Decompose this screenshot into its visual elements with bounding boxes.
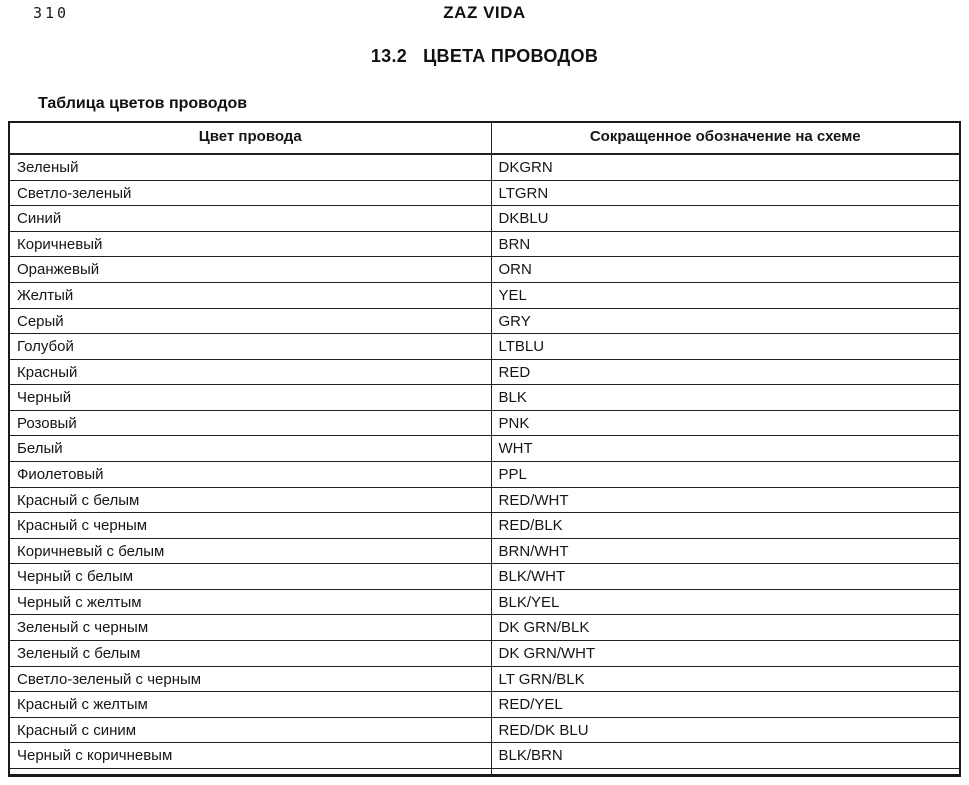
table-row [9, 257, 960, 283]
section-title: ЦВЕТА ПРОВОДОВ [423, 46, 599, 66]
abbreviation-cell: RED/DK BLU [491, 717, 960, 743]
color-name-cell: Красный с белым [9, 487, 491, 513]
table-row [9, 206, 960, 232]
table-row [9, 231, 960, 257]
abbreviation-cell: RED/BLK [491, 513, 960, 539]
abbreviation-cell: LTBLU [491, 334, 960, 360]
page-number: 310 [33, 4, 70, 22]
color-name-cell: Синий [9, 206, 491, 232]
color-name-cell: Черный с белым [9, 564, 491, 590]
color-name-cell: Серый [9, 308, 491, 334]
table-row [9, 513, 960, 539]
color-name-cell: Зеленый с белым [9, 641, 491, 667]
abbreviation-cell: RED/YEL [491, 692, 960, 718]
table-row [9, 359, 960, 385]
section-heading [0, 46, 969, 67]
abbreviation-cell: DK GRN/WHT [491, 641, 960, 667]
color-name-cell: Красный с желтым [9, 692, 491, 718]
table-header-row [9, 122, 960, 154]
abbreviation-cell: BLK [491, 385, 960, 411]
table-row [9, 385, 960, 411]
table-row [9, 717, 960, 743]
table-row [9, 410, 960, 436]
table-caption: Таблица цветов проводов [38, 95, 248, 112]
abbreviation-cell: BRN/WHT [491, 538, 960, 564]
wire-colors-table [8, 121, 961, 777]
abbreviation-cell: RED/WHT [491, 487, 960, 513]
abbreviation-cell: DK GRN/BLK [491, 615, 960, 641]
header-cell-abbreviation: Сокращенное обозначение на схеме [491, 122, 960, 154]
abbreviation-cell: BLK/WHT [491, 564, 960, 590]
table-row [9, 334, 960, 360]
color-name-cell: Светло-зеленый [9, 180, 491, 206]
table-row [9, 615, 960, 641]
table-row [9, 461, 960, 487]
color-name-cell: Желтый [9, 282, 491, 308]
header-cell-color: Цвет провода [9, 122, 491, 154]
color-name-cell: Голубой [9, 334, 491, 360]
wire-colors-table-body [9, 154, 960, 769]
table-row [9, 154, 960, 180]
abbreviation-cell: DKBLU [491, 206, 960, 232]
color-name-cell: Коричневый [9, 231, 491, 257]
document-title: ZAZ VIDA [443, 3, 526, 22]
table-row [9, 308, 960, 334]
color-name-cell: Красный с черным [9, 513, 491, 539]
table-row [9, 282, 960, 308]
color-name-cell: Красный с синим [9, 717, 491, 743]
abbreviation-cell: BLK/YEL [491, 589, 960, 615]
table-row [9, 589, 960, 615]
abbreviation-cell: BLK/BRN [491, 743, 960, 769]
table-row [9, 666, 960, 692]
color-name-cell: Розовый [9, 410, 491, 436]
color-name-cell: Фиолетовый [9, 461, 491, 487]
abbreviation-cell: DKGRN [491, 154, 960, 180]
table-row [9, 538, 960, 564]
table-row [9, 743, 960, 769]
color-name-cell: Красный [9, 359, 491, 385]
table-spacer-row [9, 769, 960, 776]
table-row [9, 436, 960, 462]
abbreviation-cell: ORN [491, 257, 960, 283]
color-name-cell: Коричневый с белым [9, 538, 491, 564]
abbreviation-cell: GRY [491, 308, 960, 334]
abbreviation-cell: PPL [491, 461, 960, 487]
table-row [9, 487, 960, 513]
spacer-cell [9, 769, 491, 776]
color-name-cell: Зеленый [9, 154, 491, 180]
color-name-cell: Оранжевый [9, 257, 491, 283]
spacer-cell [491, 769, 960, 776]
abbreviation-cell: BRN [491, 231, 960, 257]
abbreviation-cell: PNK [491, 410, 960, 436]
color-name-cell: Черный [9, 385, 491, 411]
table-row [9, 641, 960, 667]
color-name-cell: Белый [9, 436, 491, 462]
color-name-cell: Черный с коричневым [9, 743, 491, 769]
abbreviation-cell: LT GRN/BLK [491, 666, 960, 692]
table-row [9, 180, 960, 206]
color-name-cell: Светло-зеленый с черным [9, 666, 491, 692]
table-row [9, 564, 960, 590]
abbreviation-cell: LTGRN [491, 180, 960, 206]
color-name-cell: Черный с желтым [9, 589, 491, 615]
abbreviation-cell: WHT [491, 436, 960, 462]
section-number: 13.2 [370, 46, 408, 66]
abbreviation-cell: RED [491, 359, 960, 385]
color-name-cell: Зеленый с черным [9, 615, 491, 641]
table-row [9, 692, 960, 718]
abbreviation-cell: YEL [491, 282, 960, 308]
